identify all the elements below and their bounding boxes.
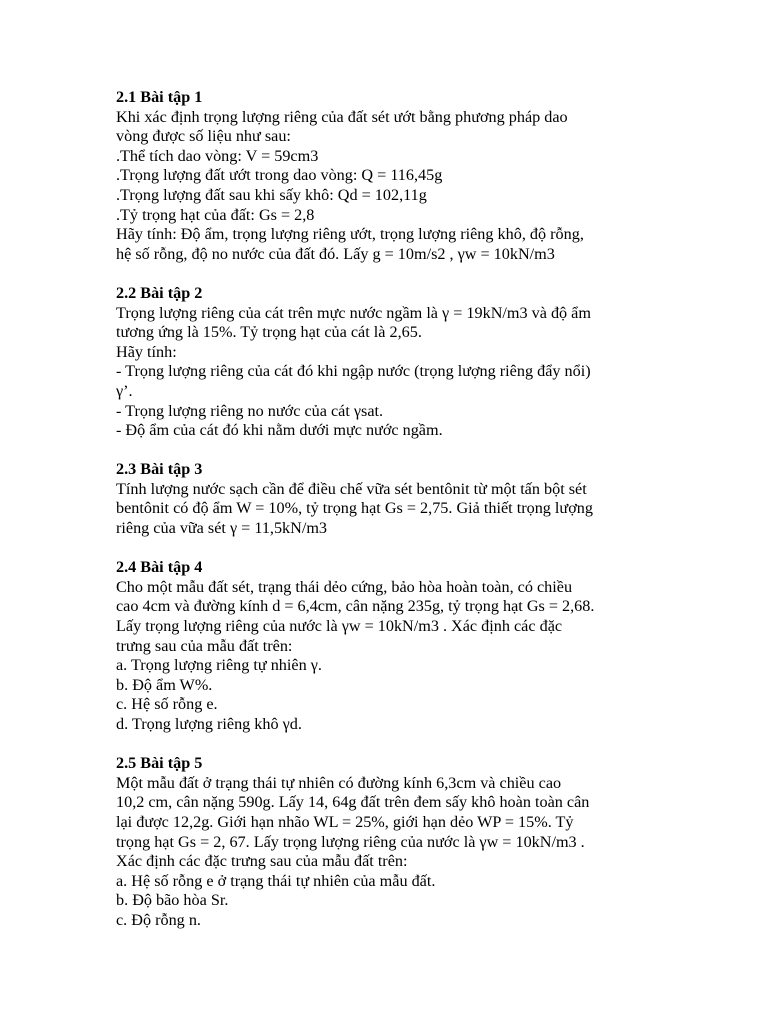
exercise-section xyxy=(116,754,676,930)
text-line: d. Trọng lượng riêng khô γd. xyxy=(116,715,302,733)
text-line: Cho một mẫu đất sét, trạng thái dẻo cứng, bảo hòa hoàn toàn, có chiều xyxy=(116,577,573,596)
text-line: b. Độ bão hòa Sr. xyxy=(116,891,229,910)
exercise-section xyxy=(116,460,676,538)
text-line: c. Độ rỗng n. xyxy=(116,910,201,929)
text-line: .Trọng lượng đất ướt trong dao vòng: Q = 116,45g xyxy=(116,166,443,185)
text-line: b. Độ ẩm W%. xyxy=(116,675,213,694)
text-line: .Trọng lượng đất sau khi sấy khô: Qd = 102,11g xyxy=(116,185,427,204)
text-line: Khi xác định trọng lượng riêng của đất sét ướt bằng phương pháp dao xyxy=(116,107,568,126)
text-line: Lấy trọng lượng riêng của nước là γw = 10kN/m3 . Xác định các đặc xyxy=(116,617,563,636)
text-line: cao 4cm và đường kính d = 6,4cm, cân nặng 235g, tỷ trọng hạt Gs = 2,68. xyxy=(116,597,595,616)
text-line: Xác định các đặc trưng sau của mẫu đất trên: xyxy=(116,852,408,871)
text-line: a. Hệ số rỗng e ở trạng thái tự nhiên của mẫu đất. xyxy=(116,871,436,890)
text-line: a. Trọng lượng riêng tự nhiên γ. xyxy=(116,656,322,675)
text-line: Trọng lượng riêng của cát trên mực nước ngầm là γ = 19kN/m3 và độ ẩm xyxy=(116,303,591,322)
text-line: - Trọng lượng riêng no nước của cát γsat. xyxy=(116,401,384,420)
text-line: Hãy tính: xyxy=(116,342,177,361)
text-line: - Trọng lượng riêng của cát đó khi ngập nước (trọng lượng riêng đẩy nổi) xyxy=(116,362,591,381)
exercise-title: 2.2 Bài tập 2 xyxy=(116,283,203,302)
text-line: riêng của vữa sét γ = 11,5kN/m3 xyxy=(116,519,328,538)
text-line: - Độ ẩm của cát đó khi nằm dưới mực nước ngầm. xyxy=(116,421,443,440)
text-line: Tính lượng nước sạch cần để điều chế vữa sét bentônit từ một tấn bột sét xyxy=(116,479,587,498)
exercise-section xyxy=(116,558,676,734)
document-page xyxy=(116,88,676,931)
text-line: .Thể tích dao vòng: V = 59cm3 xyxy=(116,146,319,165)
text-line: γ’. xyxy=(116,381,133,400)
text-line: lại được 12,2g. Giới hạn nhão WL = 25%, giới hạn dẻo WP = 15%. Tỷ xyxy=(116,812,574,831)
exercise-section xyxy=(116,88,676,264)
exercise-title: 2.4 Bài tập 4 xyxy=(116,558,203,577)
text-line: bentônit có độ ẩm W = 10%, tỷ trọng hạt Gs = 2,75. Giả thiết trọng lượng xyxy=(116,499,593,518)
text-line: vòng được số liệu như sau: xyxy=(116,127,291,146)
text-line: c. Hệ số rỗng e. xyxy=(116,695,218,714)
text-line: .Tỷ trọng hạt của đất: Gs = 2,8 xyxy=(116,205,315,224)
exercise-title: 2.5 Bài tập 5 xyxy=(116,754,203,773)
text-line: 10,2 cm, cân nặng 590g. Lấy 14, 64g đất trên đem sấy khô hoàn toàn cân xyxy=(116,793,590,812)
text-line: trọng hạt Gs = 2, 67. Lấy trọng lượng riêng của nước là γw = 10kN/m3 . xyxy=(116,832,585,851)
exercise-section xyxy=(116,284,676,441)
text-line: Một mẫu đất ở trạng thái tự nhiên có đường kính 6,3cm và chiều cao xyxy=(116,773,562,792)
text-line: tương ứng là 15%. Tỷ trọng hạt của cát là 2,65. xyxy=(116,323,422,342)
text-line: Hãy tính: Độ ẩm, trọng lượng riêng ướt, trọng lượng riêng khô, độ rỗng, xyxy=(116,225,584,244)
exercise-title: 2.3 Bài tập 3 xyxy=(116,460,203,479)
text-line: trưng sau của mẫu đất trên: xyxy=(116,636,293,655)
exercise-title: 2.1 Bài tập 1 xyxy=(116,88,203,106)
text-line: hệ số rỗng, độ no nước của đất đó. Lấy g = 10m/s2 , γw = 10kN/m3 xyxy=(116,244,555,263)
